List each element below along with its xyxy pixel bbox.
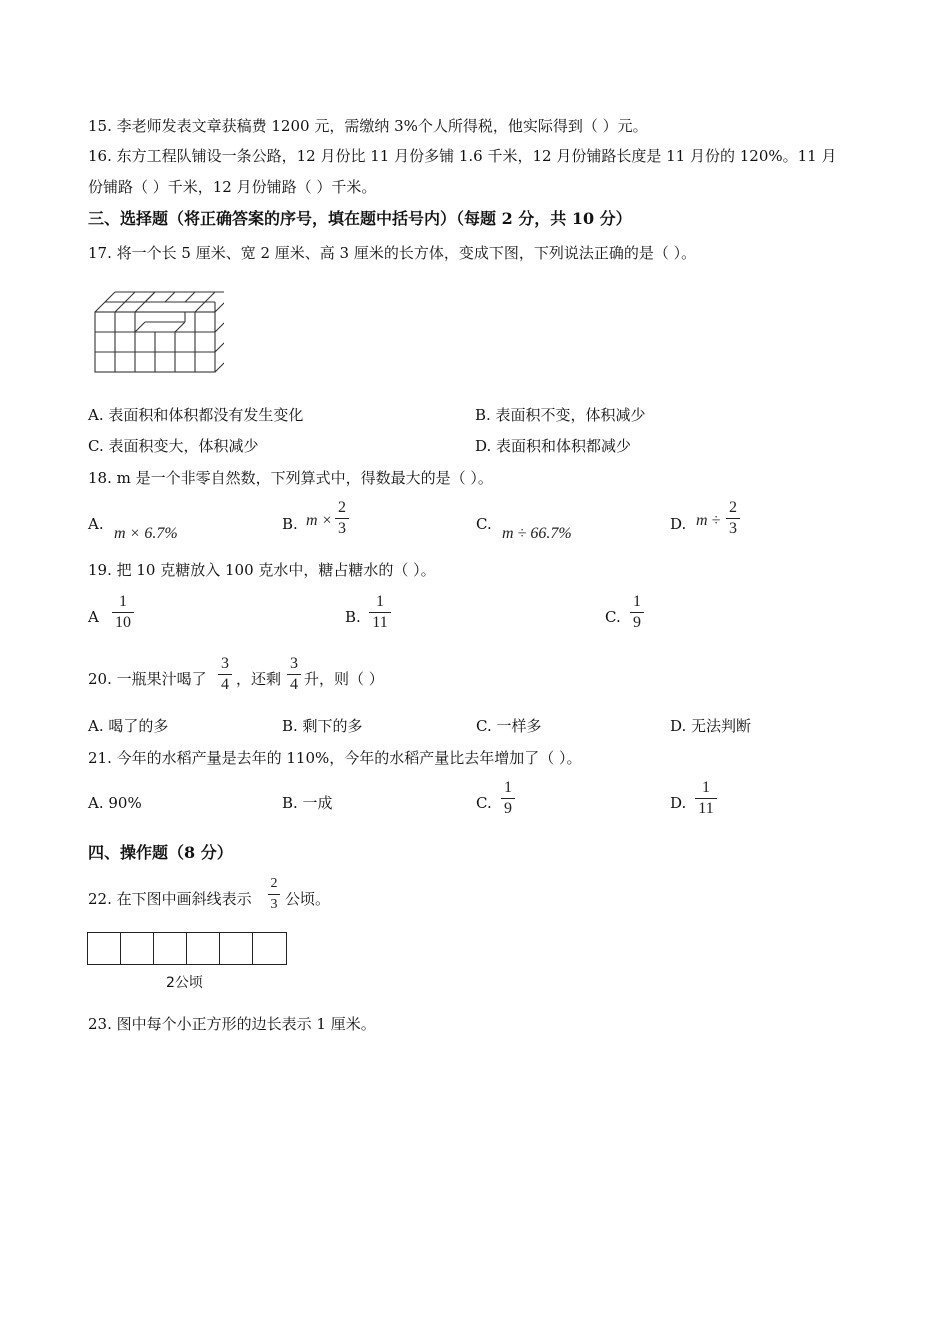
q19-option-a-label: A (88, 608, 99, 626)
q18-option-c-label: C. (476, 515, 492, 533)
question-20-suffix: 升，则（ ） (304, 670, 384, 688)
q21-option-d-label: D. (670, 794, 687, 812)
q19-option-c-fraction: 1 9 (630, 593, 644, 632)
grid-cell[interactable] (187, 933, 220, 964)
q18-option-d-label: D. (670, 515, 687, 533)
q18-option-d-expression: m ÷ (696, 512, 721, 529)
q18-option-c-expression: m ÷ 66.7% (502, 525, 572, 542)
grid-cell[interactable] (88, 933, 121, 964)
q19-option-c-label: C. (605, 608, 621, 626)
grid-cell[interactable] (220, 933, 253, 964)
q22-fraction: 2 3 (268, 875, 280, 914)
question-23: 23. 图中每个小正方形的边长表示 1 厘米。 (88, 1015, 376, 1033)
hectare-grid-caption: 2公顷 (166, 975, 203, 991)
q19-option-a-fraction: 1 10 (112, 593, 134, 632)
question-20-prefix: 20. 一瓶果汁喝了 (88, 670, 207, 688)
question-20-middle: ，还剩 (236, 670, 282, 688)
q20-option-c: C. 一样多 (476, 717, 542, 735)
q21-option-c-fraction: 1 9 (501, 779, 515, 818)
q19-option-b-label: B. (345, 608, 361, 626)
question-15: 15. 李老师发表文章获稿费 1200 元，需缴纳 3%个人所得税，他实际得到（ ）元。 (88, 117, 648, 135)
question-18: 18. m 是一个非零自然数，下列算式中，得数最大的是（ ）。 (88, 469, 493, 487)
question-16-line-2: 份铺路（ ）千米，12 月份铺路（ ）千米。 (88, 178, 377, 196)
question-22-prefix: 22. 在下图中画斜线表示 (88, 890, 252, 908)
q17-option-d: D. 表面积和体积都减少 (475, 437, 632, 455)
q17-option-b: B. 表面积不变，体积减少 (475, 406, 646, 424)
q21-option-d-fraction: 1 11 (695, 779, 717, 818)
q20-option-d: D. 无法判断 (670, 717, 752, 735)
q18-option-a-label: A. (88, 515, 104, 533)
q18-option-b-fraction: 2 3 (335, 499, 349, 538)
q18-option-a-expression: m × 6.7% (114, 525, 178, 542)
q20-fraction-2: 3 4 (287, 655, 301, 694)
grid-cell[interactable] (253, 933, 286, 964)
q18-option-d-fraction: 2 3 (726, 499, 740, 538)
q19-option-b-fraction: 1 11 (369, 593, 391, 632)
section-4-title: 四、操作题（8 分） (88, 843, 233, 862)
q21-option-c-label: C. (476, 794, 492, 812)
q17-option-a: A. 表面积和体积都没有发生变化 (88, 406, 304, 424)
q20-option-b: B. 剩下的多 (282, 717, 363, 735)
cuboid-figure (94, 284, 224, 374)
question-17: 17. 将一个长 5 厘米、宽 2 厘米、高 3 厘米的长方体，变成下图，下列说法正确的是（ ）。 (88, 244, 697, 262)
hectare-grid[interactable] (87, 932, 287, 965)
question-16-line-1: 16. 东方工程队铺设一条公路，12 月份比 11 月份多铺 1.6 千米，12 月份铺路长度是 11 月份的 120%。11 月 (88, 147, 837, 165)
grid-cell[interactable] (121, 933, 154, 964)
section-3-title: 三、选择题（将正确答案的序号，填在题中括号内）（每题 2 分，共 10 分） (88, 209, 632, 228)
question-22-suffix: 公顷。 (285, 890, 331, 908)
q20-fraction-1: 3 4 (218, 655, 232, 694)
grid-cell[interactable] (154, 933, 187, 964)
q18-option-b-label: B. (282, 515, 298, 533)
question-21: 21. 今年的水稻产量是去年的 110%，今年的水稻产量比去年增加了（ ）。 (88, 749, 582, 767)
question-19: 19. 把 10 克糖放入 100 克水中，糖占糖水的（ ）。 (88, 561, 436, 579)
q17-option-c: C. 表面积变大，体积减少 (88, 437, 259, 455)
q21-option-b: B. 一成 (282, 794, 333, 812)
q21-option-a: A. 90% (88, 794, 142, 812)
q20-option-a: A. 喝了的多 (88, 717, 169, 735)
q18-option-b-expression: m × (306, 512, 333, 529)
